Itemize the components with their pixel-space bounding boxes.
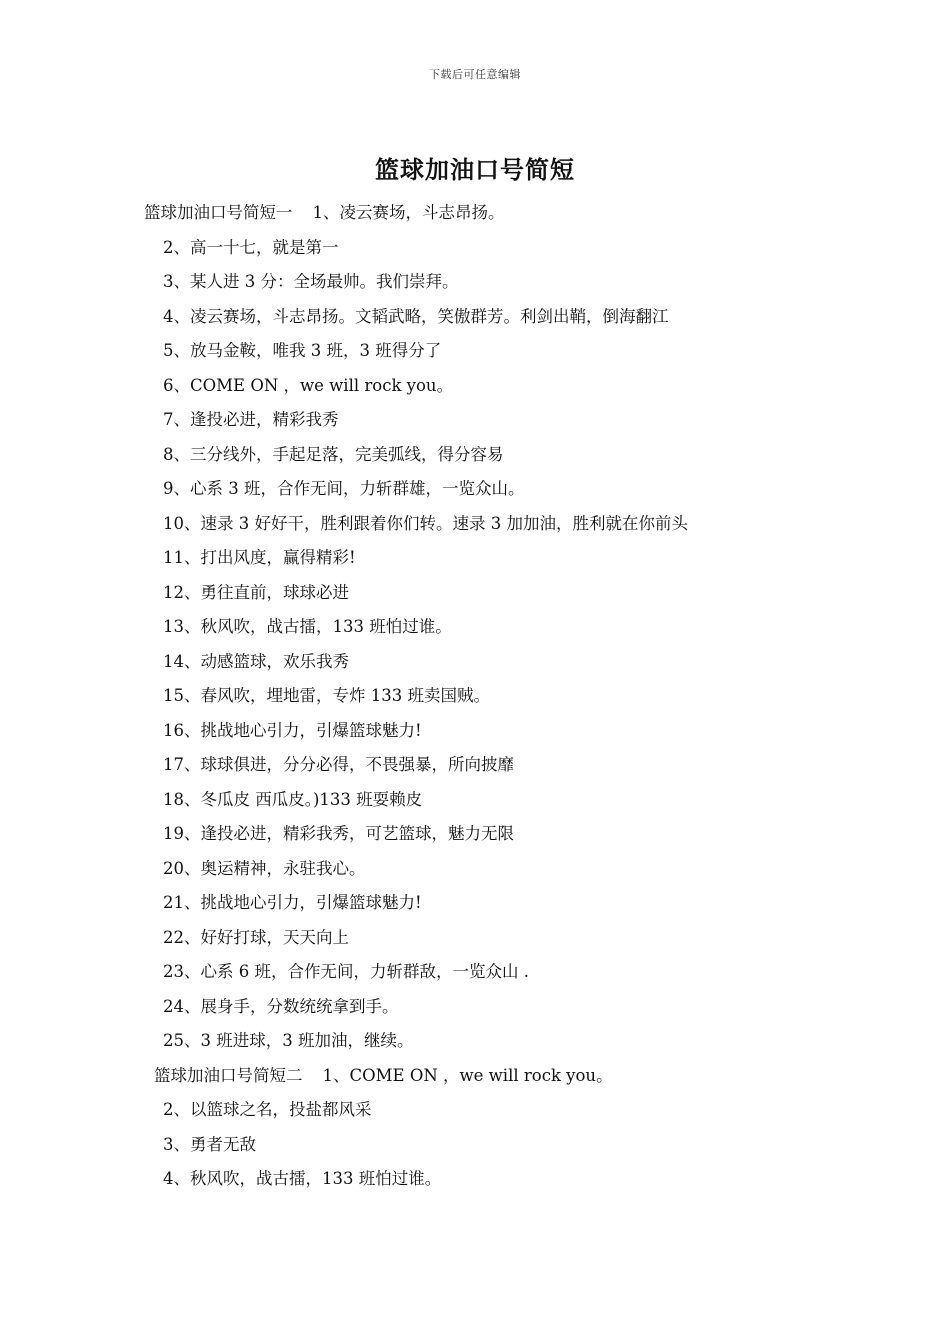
document-title: 篮球加油口号简短 <box>375 155 575 184</box>
list-item: 23、心系 6 班，合作无间，力斩群敌，一览众山 . <box>163 962 529 981</box>
list-item: 7、逢投必进，精彩我秀 <box>163 410 339 429</box>
list-item: 3、某人进 3 分：全场最帅。我们崇拜。 <box>163 272 459 291</box>
list-item: 3、勇者无敌 <box>163 1134 256 1154</box>
page-header: 下载后可任意编辑 <box>429 68 521 81</box>
list-item: 4、秋风吹，战古擂，133 班怕过谁。 <box>163 1169 442 1188</box>
list-item: 14、动感篮球，欢乐我秀 <box>163 651 349 671</box>
slogan-text: 1、凌云赛场，斗志昂扬。 <box>312 203 505 222</box>
list-item: 6、COME ON ，we will rock you。 <box>163 375 454 395</box>
list-item: 25、3 班进球，3 班加油，继续。 <box>163 1031 414 1050</box>
section-label: 篮球加油口号简短一 <box>144 203 293 222</box>
list-item: 5、放马金鞍，唯我 3 班，3 班得分了 <box>163 341 442 360</box>
list-item <box>144 196 505 230</box>
list-item: 22、好好打球，天天向上 <box>163 927 349 947</box>
list-item: 16、挑战地心引力，引爆篮球魅力! <box>163 720 422 740</box>
list-item: 2、高一十七，就是第一 <box>163 237 339 257</box>
section-label: 篮球加油口号简短二 <box>154 1065 303 1085</box>
list-item: 21、挑战地心引力，引爆篮球魅力! <box>163 893 422 912</box>
list-item: 10、速录 3 好好干，胜利跟着你们转。速录 3 加加油，胜利就在你前头 <box>163 513 688 533</box>
list-item: 15、春风吹，埋地雷，专炸 133 班卖国贼。 <box>163 686 490 705</box>
list-item: 19、逢投必进，精彩我秀，可艺篮球，魅力无限 <box>163 824 514 843</box>
list-item: 9、心系 3 班，合作无间，力斩群雄，一览众山。 <box>163 479 525 498</box>
slogan-text: 1、COME ON ，we will rock you。 <box>322 1065 613 1085</box>
list-item: 2、以篮球之名，投盐都风采 <box>163 1100 372 1119</box>
list-item: 11、打出风度，赢得精彩! <box>163 548 356 567</box>
list-item: 4、凌云赛场，斗志昂扬。文韬武略，笑傲群芳。利剑出鞘，倒海翻江 <box>163 306 669 326</box>
list-item: 13、秋风吹，战古擂，133 班怕过谁。 <box>163 617 452 636</box>
list-item: 17、球球俱进，分分必得，不畏强暴，所向披靡 <box>163 755 514 774</box>
list-item <box>154 1059 613 1093</box>
list-item: 12、勇往直前，球球必进 <box>163 582 349 602</box>
list-item: 18、冬瓜皮 西瓜皮。)133 班耍赖皮 <box>163 789 423 809</box>
list-item: 20、奥运精神，永驻我心。 <box>163 858 366 878</box>
list-item: 8、三分线外，手起足落，完美弧线，得分容易 <box>163 444 504 464</box>
list-item: 24、展身手，分数统统拿到手。 <box>163 996 399 1016</box>
